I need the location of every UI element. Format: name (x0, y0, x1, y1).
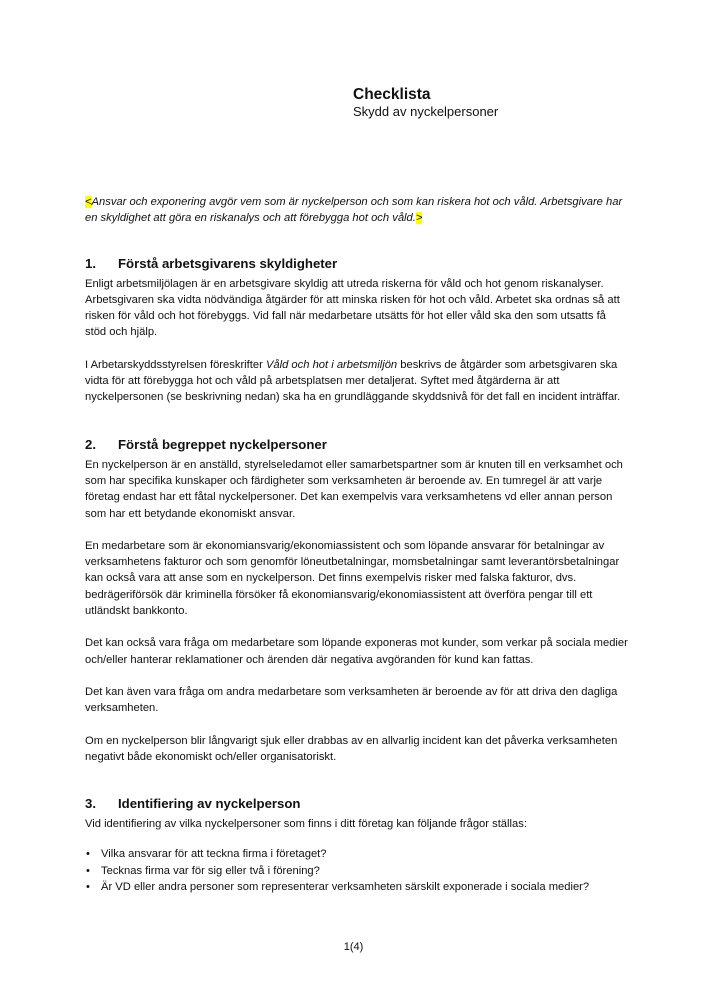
text-run: I Arbetarskyddsstyrelsen föreskrifter (85, 358, 266, 371)
section-1-paragraph: Enligt arbetsmiljölagen är en arbetsgivare skyldig att utreda riskerna för våld och hot genom riskanalyser. Arbetsgivaren ska vidta nödvändiga åtgärder för att minska risken för hot och våld. Arbetet ska ordnas så att risken för våld och hot förebyggs. Vid fall när medarbetare utsätts för hot eller våld ska den som utsatts få stöd och hjälp. (85, 277, 620, 339)
list-item: • Tecknas firma var för sig eller två i förening? (85, 863, 630, 879)
document-title: Checklista (353, 86, 431, 103)
section-2-paragraph: En medarbetare som är ekonomiansvarig/ekonomiassistent och som löpande ansvarar för betalningar av verksamhetens fakturor och som genomför löneutbetalningar, momsbetalningar samt leverantörsbetalningar kan också vara att anse som en nyckelperson. Det finns exempelvis risker med falska fakturor, dvs. bedrägeriförsök där kriminella försöker få ekonomiansvarig/ekonomiassistent att överföra pengar till ett utländskt bankkonto. (85, 539, 620, 618)
section-2-paragraph: Det kan även vara fråga om andra medarbetare som verksamheten är beroende av för att driva den dagliga verksamheten. (85, 685, 618, 715)
section-2-paragraph: Om en nyckelperson blir långvarigt sjuk eller drabbas av en allvarlig incident kan det påverka verksamheten negativt både ekonomiskt och/eller organisatoriskt. (85, 734, 618, 763)
section-3-heading (85, 795, 630, 812)
section-number: 3. (85, 796, 96, 812)
section-number: 2. (85, 436, 96, 452)
section-2-paragraph: Det kan också vara fråga om medarbetare som löpande exponeras mot kunder, som verkar på sociala medier och/eller hanterar reklamationer och ärenden där negativa avgöranden för kund kan fattas. (85, 637, 628, 666)
list-item: • Vilka ansvarar för att teckna firma i företaget? (85, 846, 630, 862)
intro-text: Ansvar och exponering avgör vem som är nyckelperson och som kan riskera hot och våld. Arbetsgivare har en skyldighet att göra en riskanalys och att förebygga hot och våld. (85, 196, 623, 225)
section-1-paragraph (85, 357, 630, 406)
document-subtitle: Skydd av nyckelpersoner (353, 104, 499, 119)
section-title: Förstå arbetsgivarens skyldigheter (118, 255, 338, 271)
page-number: 1(4) (343, 941, 364, 953)
section-1-heading (85, 255, 630, 272)
regulation-title: Våld och hot i arbetsmiljön (265, 358, 398, 371)
section-3-paragraph: Vid identifiering av vilka nyckelpersoner som finns i ditt företag kan följande frågor ställas: (85, 818, 527, 831)
intro-close-marker: > (415, 212, 423, 225)
question-list (85, 846, 630, 895)
section-number: 1. (85, 255, 96, 271)
section-2-heading (85, 436, 630, 453)
section-title: Identifiering av nyckelperson (118, 796, 301, 812)
section-title: Förstå begreppet nyckelpersoner (118, 436, 327, 452)
section-2-paragraph: En nyckelperson är en anställd, styrelseledamot eller samarbetspartner som är knuten till en verksamhet och som har specifika kunskaper och färdigheter som verksamheten är beroende av. En tumregel är att varje företag endast har ett fåtal nyckelpersoner. Det kan exempelvis vara verksamhetens vd eller annan person som har ett betydande ekonomiskt ansvar. (85, 458, 623, 520)
title-block (353, 86, 498, 120)
text-run: beskrivs de åtgärder som arbetsgivaren ska vidta för att förebygga hot och våld på arbetsplatsen mer detaljerat. Syftet med åtgärderna är att nyckelpersonen (se beskrivning nedan) ska ha en grundläggande skyddsnivå för det fall en incident inträffar. (85, 358, 621, 404)
intro-open-marker: < (85, 196, 92, 208)
intro-paragraph (85, 194, 630, 227)
document-body (85, 194, 630, 895)
list-item: • Är VD eller andra personer som representerar verksamheten särskilt exponerade i sociala medier? (85, 879, 630, 895)
